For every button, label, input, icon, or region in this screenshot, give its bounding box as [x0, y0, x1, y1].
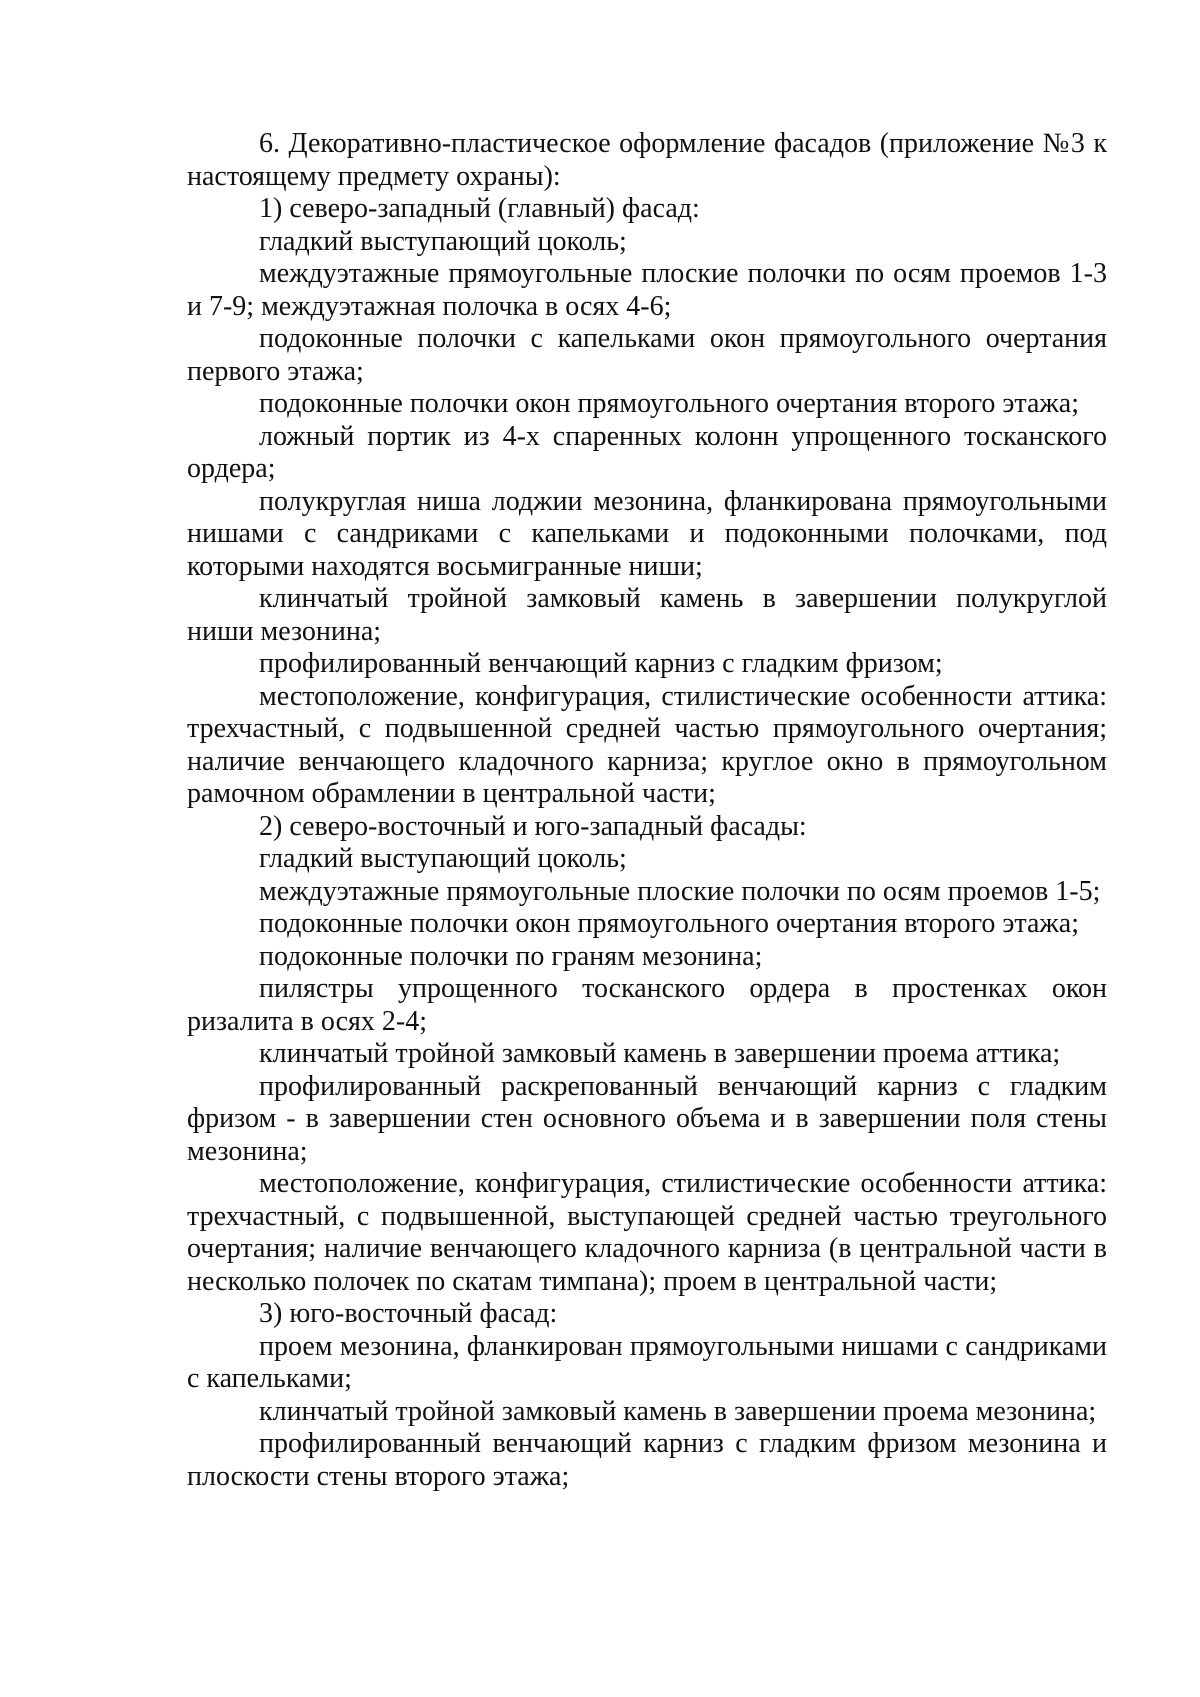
paragraph-item: клинчатый тройной замковый камень в завершении проема аттика; — [259, 1038, 1061, 1069]
paragraph-northwest-facade-heading: 1) северо-западный (главный) фасад: — [259, 193, 700, 224]
paragraph-item: профилированный раскрепованный венчающий карниз с гладким фризом - в завершении стен основного объема и в завершении поля стены мезонина; — [187, 1070, 1107, 1167]
paragraph-item: полукруглая ниша лоджии мезонина, фланкирована прямоугольными нишами с сандриками с капельками и подоконными полочками, под которыми находятся восьмигранные ниши; — [187, 485, 1107, 582]
paragraph-item: междуэтажные прямоугольные плоские полочки по осям проемов 1-3 и 7-9; междуэтажная полочка в осях 4-6; — [187, 258, 1107, 322]
paragraph-section-6-heading: 6. Декоративно-пластическое оформление фасадов (приложение №3 к настоящему предмету охраны): — [187, 128, 1107, 192]
paragraph-item: профилированный венчающий карниз с гладким фризом мезонина и плоскости стены второго этажа; — [187, 1428, 1107, 1492]
paragraph-item: профилированный венчающий карниз с гладким фризом; — [259, 648, 943, 679]
paragraph-northeast-southwest-facades-heading: 2) северо-восточный и юго-западный фасады: — [259, 810, 807, 842]
paragraph-item: ложный портик из 4-х спаренных колонн упрощенного тосканского ордера; — [187, 420, 1107, 484]
paragraph-item: клинчатый тройной замковый камень в завершении проема мезонина; — [259, 1395, 1097, 1427]
paragraph-item: местоположение, конфигурация, стилистические особенности аттика: трехчастный, с подвышенной, выступающей средней частью треугольного очертания; наличие венчающего кладочного карниза (в центральной части в несколько полочек по скатам тимпана); проем в центральной части; — [187, 1168, 1107, 1297]
paragraph-item: подоконные полочки окон прямоугольного очертания второго этажа; — [259, 388, 1079, 419]
paragraph-item: подоконные полочки по граням мезонина; — [259, 940, 763, 972]
paragraph-item: пилястры упрощенного тосканского ордера в простенках окон ризалита в осях 2-4; — [187, 973, 1107, 1037]
paragraph-item: гладкий выступающий цоколь; — [259, 225, 627, 257]
paragraph-item: клинчатый тройной замковый камень в завершении полукруглой ниши мезонина; — [187, 583, 1107, 647]
paragraph-item: проем мезонина, фланкирован прямоугольными нишами с сандриками с капельками; — [187, 1330, 1107, 1394]
paragraph-item: подоконные полочки с капельками окон прямоугольного очертания первого этажа; — [187, 323, 1107, 387]
paragraph-item: подоконные полочки окон прямоугольного очертания второго этажа; — [259, 908, 1079, 939]
paragraph-southeast-facade-heading: 3) юго-восточный фасад: — [259, 1298, 558, 1329]
paragraph-item: гладкий выступающий цоколь; — [259, 843, 627, 874]
document-page — [187, 128, 1107, 1493]
paragraph-item: местоположение, конфигурация, стилистические особенности аттика: трехчастный, с подвышенной средней частью прямоугольного очертания; наличие венчающего кладочного карниза; круглое окно в прямоугольном рамочном обрамлении в центральной части; — [187, 680, 1107, 809]
paragraph-item: междуэтажные прямоугольные плоские полочки по осям проемов 1-5; — [259, 875, 1101, 907]
